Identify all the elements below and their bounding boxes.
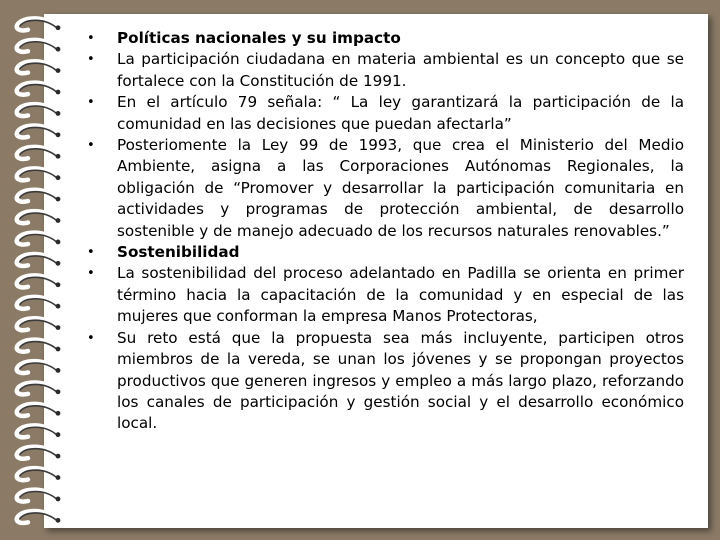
binding-coil	[17, 447, 61, 459]
bullet-icon: •	[87, 330, 95, 346]
list-item	[86, 328, 684, 435]
bullet-list	[86, 28, 684, 435]
list-item	[86, 242, 684, 263]
binding-coil	[17, 147, 61, 159]
binding-coil	[17, 511, 61, 523]
list-item-text: La sostenibilidad del proceso adelantado en Padilla se orienta en primer término hacia la capacitación de la comunidad y en especial de las mujeres que conforman la empresa Manos Protectoras,	[117, 264, 684, 326]
binding-coil	[17, 361, 61, 373]
binding-coil	[17, 18, 61, 30]
bullet-icon: •	[87, 266, 95, 282]
binding-coil	[17, 340, 61, 352]
bullet-icon: •	[87, 138, 95, 154]
binding-coil	[17, 275, 61, 287]
binding-coil	[17, 233, 61, 245]
bullet-icon: •	[87, 31, 95, 46]
binding-coil	[17, 382, 61, 394]
bullet-icon: •	[87, 95, 95, 111]
list-item-text: Políticas nacionales y su impacto	[117, 29, 401, 47]
list-item	[86, 92, 684, 135]
binding-coil	[17, 125, 61, 137]
binding-coil	[17, 40, 61, 52]
list-item	[86, 49, 684, 92]
binding-coil	[17, 190, 61, 202]
binding-coil	[17, 468, 61, 480]
bullet-icon: •	[87, 245, 95, 261]
bullet-icon: •	[87, 52, 95, 68]
binding-coil	[17, 61, 61, 73]
list-item-text: Posteriomente la Ley 99 de 1993, que crea el Ministerio del Medio Ambiente, asigna a las Corporaciones Autónomas Regionales, la obligación de “Promover y desarrollar la participación comunitaria en actividades y programas de protección ambiental, de desarrollo sostenible y de manejo adecuado de los recursos naturales renovables.”	[117, 136, 684, 240]
list-item-text: Su reto está que la propuesta sea más incluyente, participen otros miembros de la vereda, se unan los jóvenes y se propongan proyectos productivos que generen ingresos y empleo a más largo plazo, reforzando los canales de participación y gestión social y el desarrollo económico local.	[117, 328, 684, 433]
list-item-text: En el artículo 79 señala: “ La ley garantizará la participación de la comunidad en las decisiones que puedan afectarla”	[117, 93, 684, 133]
binding-coil	[17, 168, 61, 180]
spiral-binding-icon	[6, 14, 66, 528]
binding-coil	[17, 211, 61, 223]
binding-coil	[17, 104, 61, 116]
binding-coil	[17, 425, 61, 437]
binding-coil	[17, 254, 61, 266]
binding-coil	[17, 318, 61, 330]
binding-coil	[17, 83, 61, 95]
list-item	[86, 28, 684, 49]
binding-coil	[17, 490, 61, 502]
binding-coil	[17, 297, 61, 309]
list-item	[86, 263, 684, 327]
binding-coil	[17, 404, 61, 416]
list-item	[86, 135, 684, 242]
list-item-text: Sostenibilidad	[117, 243, 240, 262]
list-item-text: La participación ciudadana en materia ambiental es un concepto que se fortalece con la Constitución de 1991.	[117, 50, 684, 90]
